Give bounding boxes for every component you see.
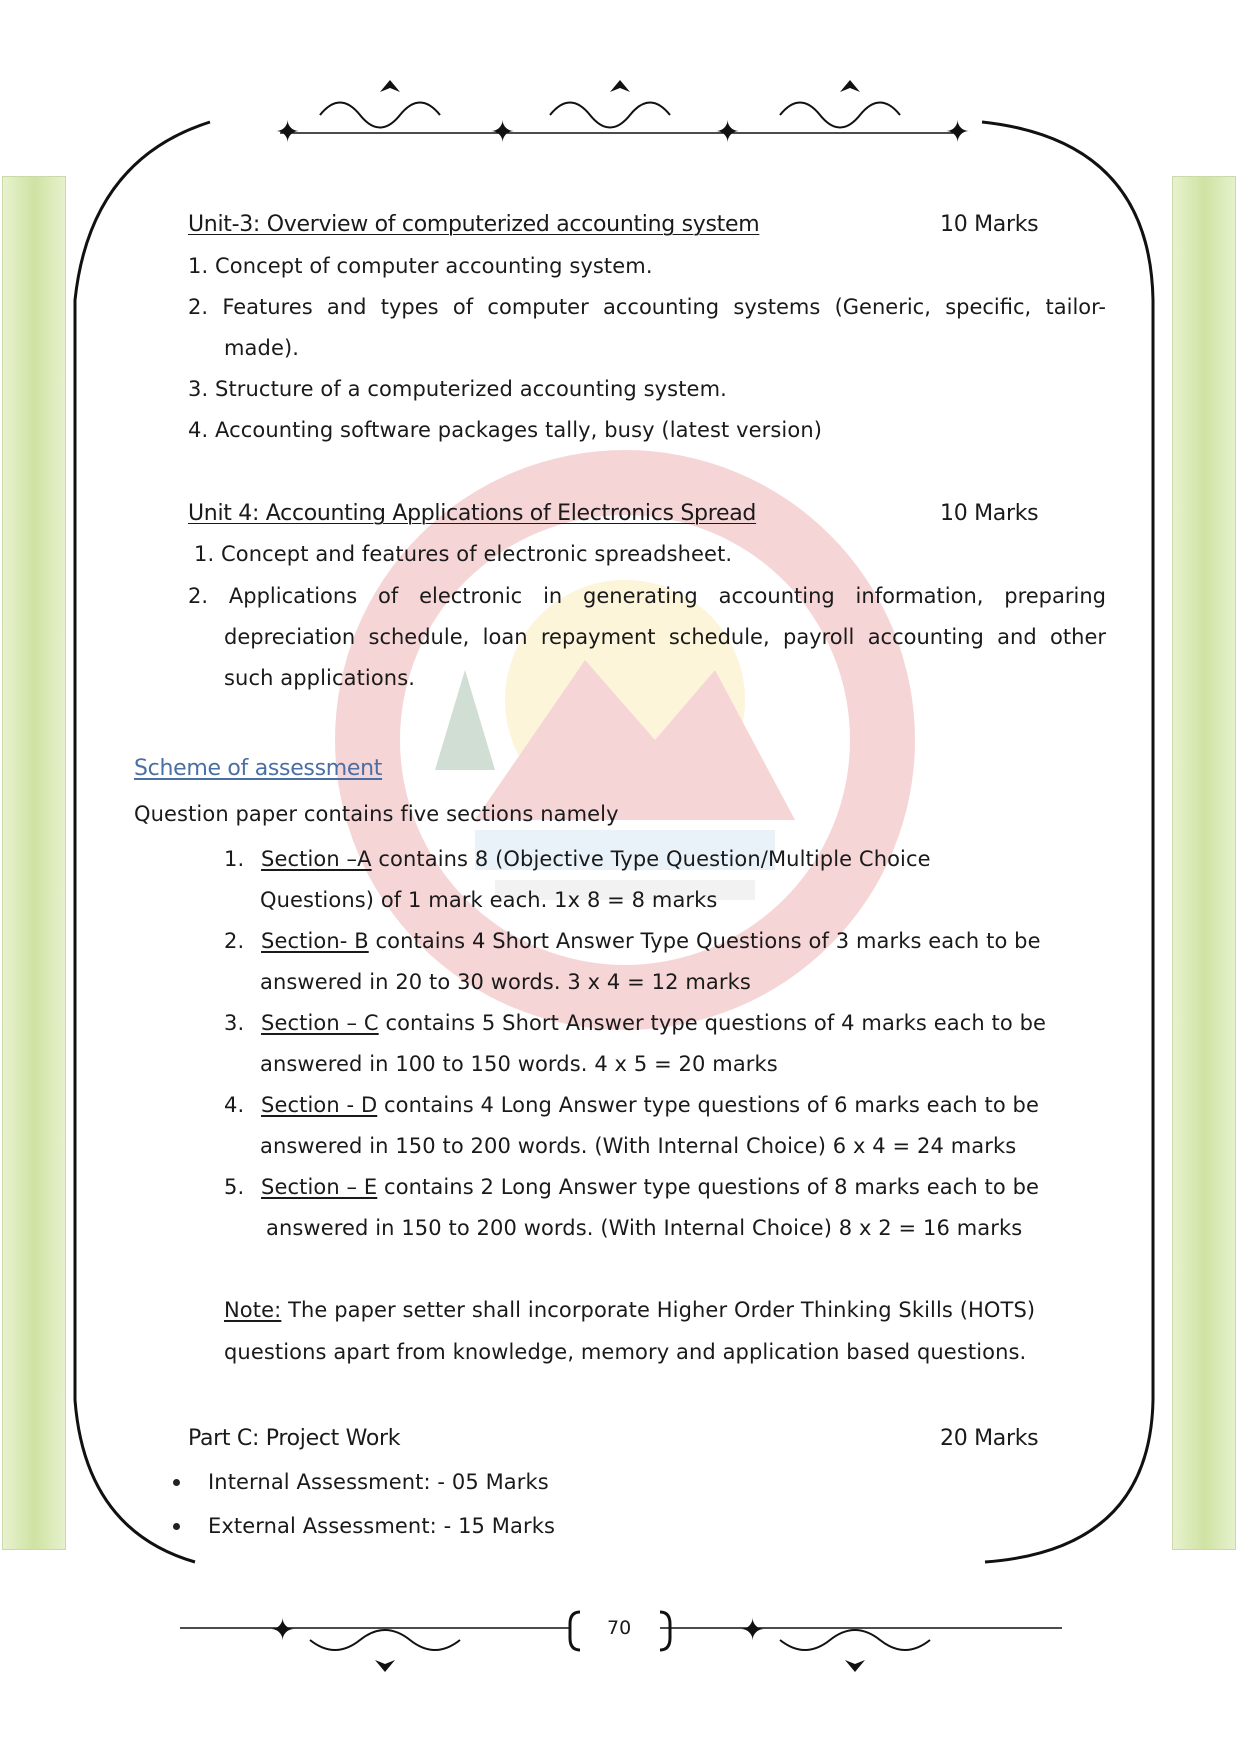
- section-e-number: 5.: [224, 1175, 245, 1199]
- unit4-marks: 10 Marks: [940, 501, 1039, 526]
- svg-text:✦: ✦: [275, 115, 301, 150]
- section-e-line-1: [224, 1177, 1039, 1198]
- unit3-title: Unit-3: Overview of computerized accounting system: [188, 212, 760, 237]
- partc-bullet-1: Internal Assessment: - 05 Marks: [208, 1470, 549, 1494]
- section-a-line-2: Questions) of 1 mark each. 1x 8 = 8 marks: [260, 888, 718, 912]
- partc-marks: 20 Marks: [940, 1426, 1039, 1451]
- note-label: Note:: [224, 1298, 282, 1322]
- note-line-2: questions apart from knowledge, memory and application based questions.: [224, 1340, 1027, 1364]
- section-c-number: 3.: [224, 1011, 245, 1035]
- section-e-text: contains 2 Long Answer type questions of 8 marks each to be: [377, 1175, 1040, 1199]
- unit4-item-2-cont-2: such applications.: [224, 666, 416, 690]
- section-d-number: 4.: [224, 1093, 245, 1117]
- section-d-line-2: answered in 150 to 200 words. (With Internal Choice) 6 x 4 = 24 marks: [260, 1134, 1017, 1158]
- unit3-item-1: 1. Concept of computer accounting system.: [188, 254, 653, 278]
- section-b-line-1: [224, 931, 1041, 952]
- section-b-label: Section- B: [261, 929, 369, 953]
- section-d-line-1: [224, 1095, 1039, 1116]
- section-a-line-1: [224, 849, 931, 870]
- bullet-icon: [173, 1523, 180, 1530]
- svg-text:✦: ✦: [740, 1613, 766, 1648]
- section-c-line-2: answered in 100 to 150 words. 4 x 5 = 20 marks: [260, 1052, 778, 1076]
- unit4-title: Unit 4: Accounting Applications of Electronics Spread: [188, 501, 757, 526]
- svg-text:✦: ✦: [945, 115, 971, 150]
- section-e-line-2: answered in 150 to 200 words. (With Internal Choice) 8 x 2 = 16 marks: [266, 1216, 1023, 1240]
- unit3-marks: 10 Marks: [940, 212, 1039, 237]
- section-a-text: contains 8 (Objective Type Question/Multiple Choice: [371, 847, 931, 871]
- unit3-item-3: 3. Structure of a computerized accounting system.: [188, 377, 727, 401]
- svg-text:✦: ✦: [490, 115, 516, 150]
- unit4-item-2: 2. Applications of electronic in generating accounting information, preparing: [188, 584, 1106, 608]
- scheme-heading: Scheme of assessment: [134, 756, 383, 781]
- unit4-item-2-cont-1: depreciation schedule, loan repayment schedule, payroll accounting and other: [224, 625, 1106, 649]
- section-c-text: contains 5 Short Answer type questions of 4 marks each to be: [378, 1011, 1047, 1035]
- section-c-label: Section – C: [261, 1011, 379, 1035]
- unit4-item-1: 1. Concept and features of electronic spreadsheet.: [194, 542, 733, 566]
- section-c-line-1: [224, 1013, 1046, 1034]
- unit3-item-2-cont: made).: [224, 336, 300, 360]
- section-b-number: 2.: [224, 929, 245, 953]
- section-a-number: 1.: [224, 847, 245, 871]
- note-line-1: [224, 1300, 1035, 1321]
- section-b-line-2: answered in 20 to 30 words. 3 x 4 = 12 marks: [260, 970, 751, 994]
- bullet-icon: [173, 1479, 180, 1486]
- scheme-intro: Question paper contains five sections namely: [134, 802, 619, 826]
- section-a-label: Section –A: [261, 847, 372, 871]
- partc-bullet-2: External Assessment: - 15 Marks: [208, 1514, 555, 1538]
- section-e-label: Section – E: [261, 1175, 378, 1199]
- note-text: The paper setter shall incorporate Higher Order Thinking Skills (HOTS): [281, 1298, 1036, 1322]
- page-number: 70: [607, 1617, 632, 1639]
- section-b-text: contains 4 Short Answer Type Questions of 3 marks each to be: [368, 929, 1041, 953]
- unit3-item-4: 4. Accounting software packages tally, busy (latest version): [188, 418, 823, 442]
- section-d-label: Section - D: [261, 1093, 378, 1117]
- svg-text:✦: ✦: [270, 1613, 296, 1648]
- section-d-text: contains 4 Long Answer type questions of 6 marks each to be: [377, 1093, 1040, 1117]
- svg-text:✦: ✦: [715, 115, 741, 150]
- partc-title: Part C: Project Work: [188, 1426, 401, 1451]
- unit3-item-2: 2. Features and types of computer accounting systems (Generic, specific, tailor-: [188, 295, 1106, 319]
